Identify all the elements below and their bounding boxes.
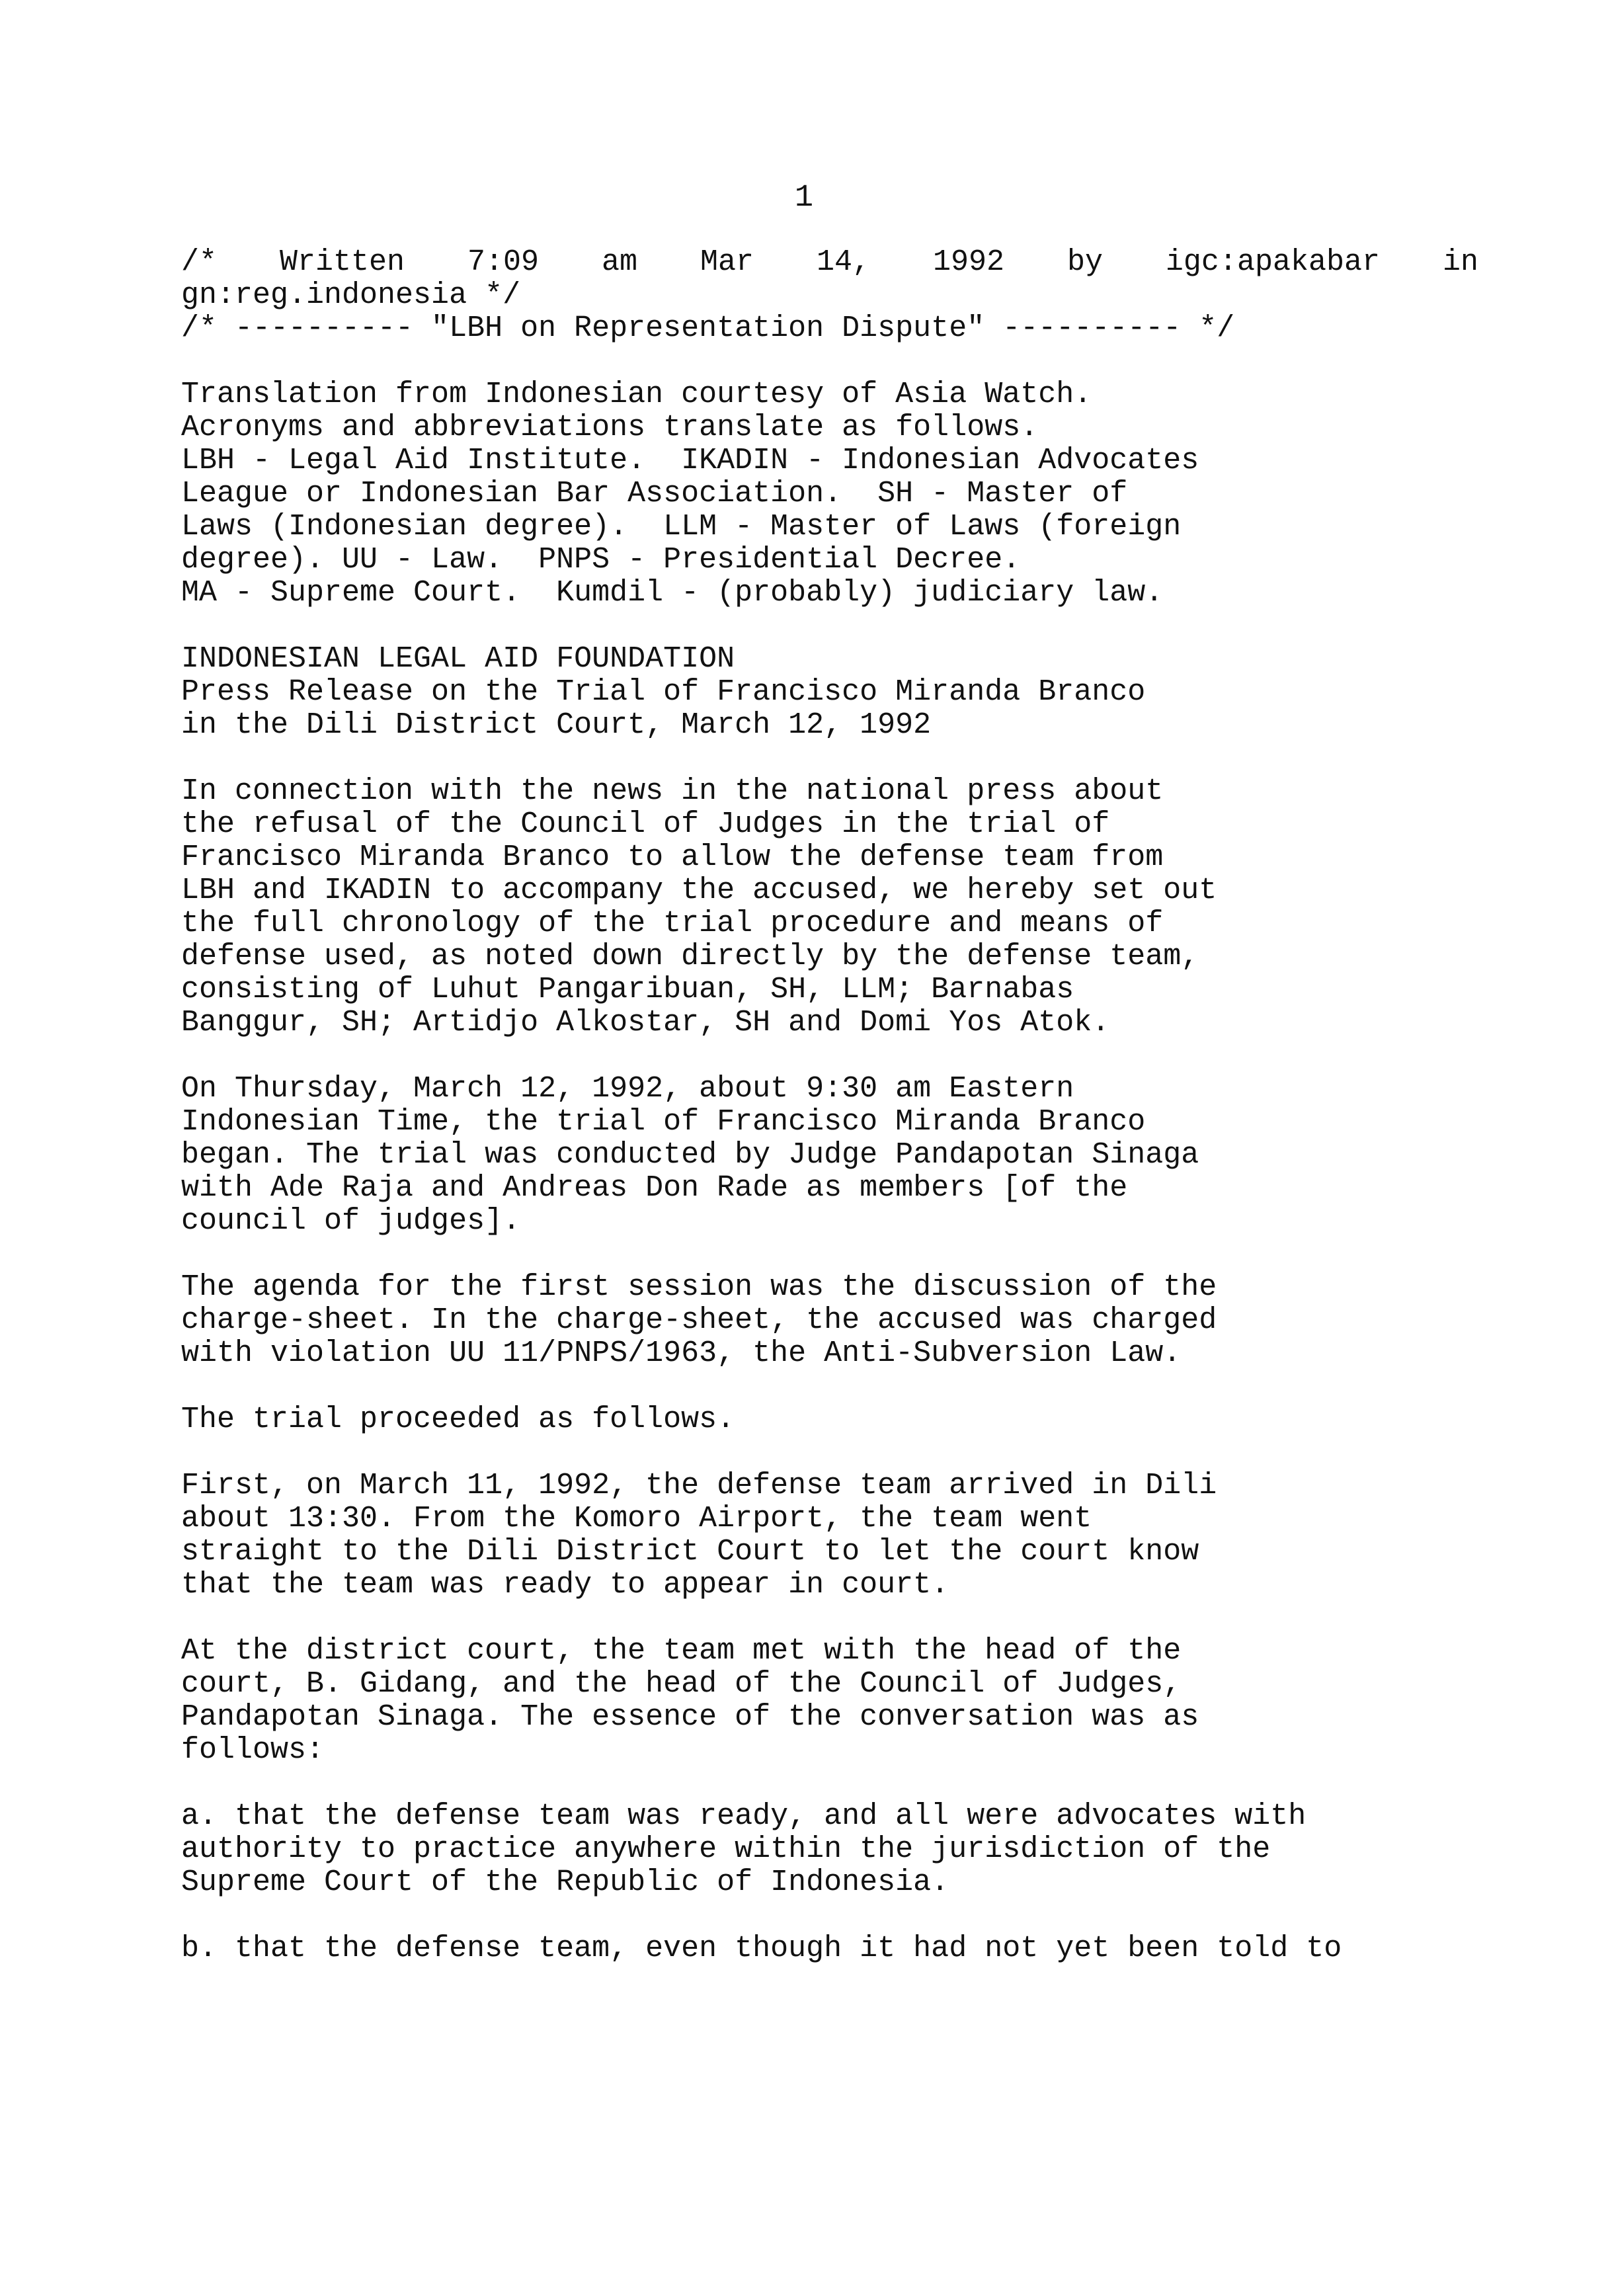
paragraph-spacer	[181, 1040, 1543, 1073]
paragraph	[181, 1800, 1543, 1899]
text-line: First, on March 11, 1992, the defense team arrived in Dili	[181, 1469, 1217, 1502]
text-line: with Ade Raja and Andreas Don Rade as members [of the	[181, 1171, 1128, 1205]
text-line: MA - Supreme Court. Kumdil - (probably) judiciary law.	[181, 576, 1164, 610]
header-word: igc:apakabar	[1165, 245, 1380, 279]
paragraph	[181, 1403, 1543, 1436]
header-line-title: /* ---------- "LBH on Representation Dispute" ---------- */	[181, 311, 1235, 345]
text-line: Acronyms and abbreviations translate as follows.	[181, 411, 1039, 444]
paragraph	[181, 1271, 1543, 1370]
text-line: The trial proceeded as follows.	[181, 1403, 735, 1436]
header-word: in	[1442, 245, 1478, 279]
header-line-newsgroup: gn:reg.indonesia */	[181, 278, 521, 312]
text-line: Banggur, SH; Artidjo Alkostar, SH and Domi Yos Atok.	[181, 1006, 1110, 1040]
header-word: Mar	[700, 245, 754, 279]
text-line: a. that the defense team was ready, and all were advocates with	[181, 1799, 1306, 1833]
paragraph	[181, 1932, 1543, 1965]
header-word: am	[601, 245, 637, 279]
text-line: On Thursday, March 12, 1992, about 9:30 am Eastern	[181, 1072, 1074, 1106]
text-line: charge-sheet. In the charge-sheet, the accused was charged	[181, 1303, 1217, 1337]
page-number: 1	[794, 181, 814, 216]
header-word: /*	[181, 245, 218, 279]
text-line: INDONESIAN LEGAL AID FOUNDATION	[181, 642, 735, 676]
paragraph	[181, 1073, 1543, 1238]
header-word: Written	[279, 245, 405, 279]
text-line: council of judges].	[181, 1204, 521, 1238]
text-line: that the team was ready to appear in court.	[181, 1568, 949, 1602]
text-line: LBH - Legal Aid Institute. IKADIN - Indonesian Advocates	[181, 444, 1199, 477]
paragraph-spacer	[181, 1436, 1543, 1469]
paragraph-spacer	[181, 1767, 1543, 1800]
paragraph-spacer	[181, 742, 1543, 775]
paragraph-spacer	[181, 610, 1543, 643]
paragraph-spacer	[181, 345, 1543, 378]
paragraph-spacer	[181, 1602, 1543, 1635]
text-line: straight to the Dili District Court to let the court know	[181, 1535, 1199, 1569]
header-word: 7:09	[467, 245, 540, 279]
header-word: 14,	[816, 245, 870, 279]
text-line: in the Dili District Court, March 12, 1992	[181, 708, 932, 742]
text-line: Supreme Court of the Republic of Indonesia.	[181, 1866, 949, 1899]
paragraph-spacer	[181, 1899, 1543, 1932]
text-line: Laws (Indonesian degree). LLM - Master of Laws (foreign	[181, 510, 1182, 544]
text-line: the full chronology of the trial procedure and means of	[181, 907, 1164, 940]
paragraph	[181, 775, 1543, 1040]
text-line: The agenda for the first session was the discussion of the	[181, 1270, 1217, 1304]
text-line: degree). UU - Law. PNPS - Presidential Decree.	[181, 543, 1021, 577]
text-line: with violation UU 11/PNPS/1963, the Anti-Subversion Law.	[181, 1336, 1182, 1370]
paragraph-spacer	[181, 1370, 1543, 1403]
text-line: court, B. Gidang, and the head of the Council of Judges,	[181, 1667, 1182, 1701]
paragraph	[181, 1635, 1543, 1767]
text-line: League or Indonesian Bar Association. SH - Master of	[181, 477, 1128, 511]
paragraphs-container	[181, 345, 1543, 1965]
document-body	[181, 246, 1543, 1965]
text-line: consisting of Luhut Pangaribuan, SH, LLM; Barnabas	[181, 973, 1074, 1006]
text-line: Translation from Indonesian courtesy of Asia Watch.	[181, 378, 1092, 411]
text-line: about 13:30. From the Komoro Airport, the team went	[181, 1502, 1092, 1536]
text-line: authority to practice anywhere within the jurisdiction of the	[181, 1832, 1271, 1866]
text-line: defense used, as noted down directly by the defense team,	[181, 940, 1199, 973]
header-word: 1992	[932, 245, 1004, 279]
text-line: Pandapotan Sinaga. The essence of the conversation was as	[181, 1700, 1199, 1734]
text-line: follows:	[181, 1733, 325, 1767]
header-word: by	[1066, 245, 1103, 279]
paragraph	[181, 1469, 1543, 1602]
text-line: LBH and IKADIN to accompany the accused, we hereby set out	[181, 874, 1217, 907]
text-line: Press Release on the Trial of Francisco Miranda Branco	[181, 675, 1146, 709]
text-line: Francisco Miranda Branco to allow the defense team from	[181, 840, 1164, 874]
text-line: Indonesian Time, the trial of Francisco Miranda Branco	[181, 1105, 1146, 1139]
header-line-written	[181, 246, 1478, 279]
text-line: At the district court, the team met with the head of the	[181, 1634, 1182, 1668]
text-line: b. that the defense team, even though it had not yet been told to	[181, 1932, 1342, 1965]
paragraph	[181, 643, 1543, 742]
text-line: the refusal of the Council of Judges in the trial of	[181, 807, 1110, 841]
text-line: In connection with the news in the national press about	[181, 774, 1164, 808]
text-line: began. The trial was conducted by Judge Pandapotan Sinaga	[181, 1138, 1199, 1172]
paragraph-spacer	[181, 1238, 1543, 1271]
paragraph	[181, 378, 1543, 610]
